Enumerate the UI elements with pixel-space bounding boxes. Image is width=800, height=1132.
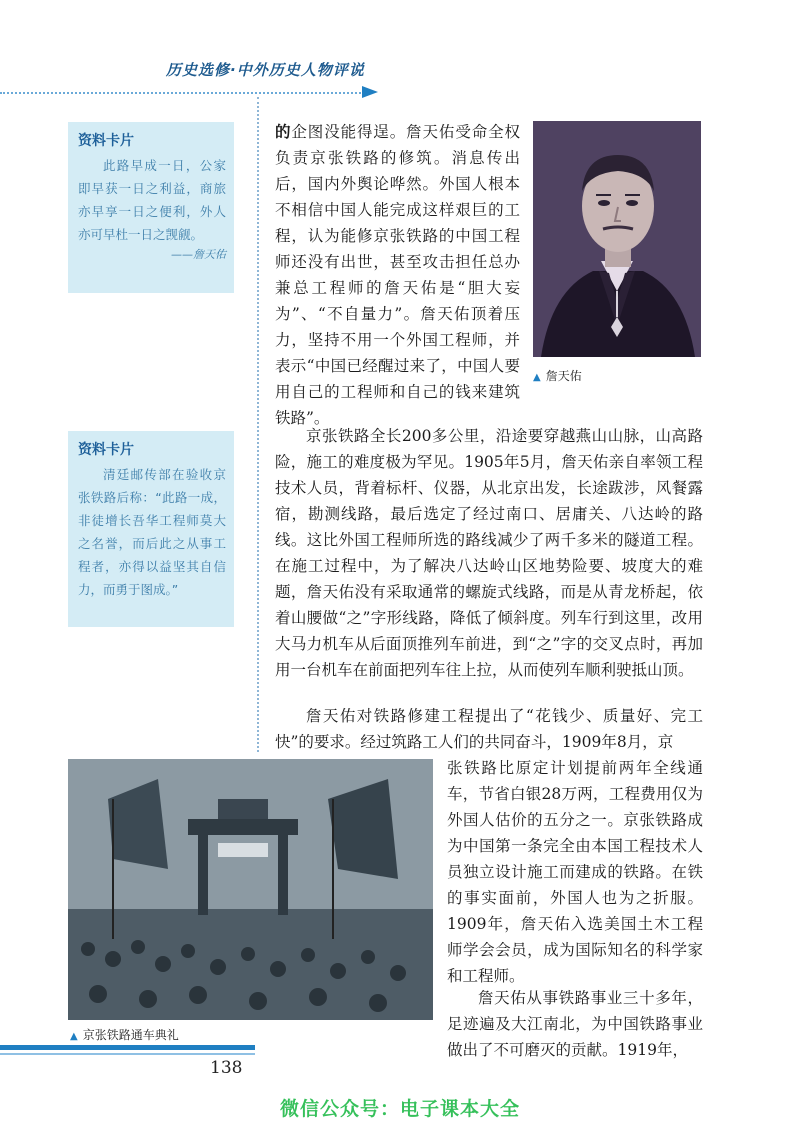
info-card-body: 此路早成一日，公家即早获一日之利益，商旅亦早享一日之便利，外人亦可早杜一日之觊觎。: [78, 158, 226, 242]
portrait-caption: [533, 367, 582, 384]
running-header: 历史选修·中外历史人物评说: [166, 61, 365, 79]
info-card-title: 资料卡片: [78, 442, 134, 458]
info-card-2: [68, 431, 234, 627]
paragraph-text: 企图没能得逞。詹天佑受命全权负责京张铁路的修筑。消息传出后，国内外舆论哗然。外国人根本不相信中国人能完成这样艰巨的工程，认为能修京张铁路的中国工程师还没有出世，甚至攻击担任总办兼总工程师的詹天佑是“胆大妄为”、“不自量力”。詹天佑顶着压力，坚持不用一个外国工程师，并表示“中国已经醒过来了，中国人要用自己的工程师和自己的钱来建筑铁路”。: [275, 123, 520, 427]
header-arrow-icon: [362, 86, 378, 98]
article-paragraph-4: 詹天佑从事铁路事业三十多年，足迹遍及大江南北，为中国铁路事业做出了不可磨灭的贡献。1919年，: [447, 989, 703, 1059]
footer-bar: [0, 1045, 255, 1050]
paragraph-lead-char: 的: [275, 122, 292, 141]
article-paragraph-1: [275, 119, 520, 431]
info-card-1: [68, 122, 234, 293]
portrait-photo: [533, 121, 701, 357]
caption-triangle-icon: ▲: [70, 1031, 78, 1042]
portrait-caption-text: 詹天佑: [545, 369, 582, 383]
info-card-signature: ——詹天佑: [171, 248, 226, 261]
caption-triangle-icon: ▲: [533, 372, 541, 383]
ceremony-photo: [68, 759, 433, 1020]
watermark-text: 微信公众号：电子课本大全: [279, 1098, 520, 1120]
info-card-body: 清廷邮传部在验收京张铁路后称：“此路一成，非徒增长吾华工程师莫大之名誉，而后此之从事工程者，亦得以益坚其自信力，而勇于图成。”: [78, 467, 226, 597]
article-paragraph-3: 詹天佑对铁路修建工程提出了“花钱少、质量好、完工快”的要求。经过筑路工人们的共同奋斗，1909年8月，京: [275, 707, 703, 751]
ceremony-caption-text: 京张铁路通车典礼: [82, 1028, 179, 1042]
header-divider: [0, 92, 372, 94]
ceremony-illustration: [68, 759, 433, 1020]
page-number: 138: [210, 1058, 243, 1078]
footer-bar-secondary: [0, 1053, 255, 1055]
info-card-title: 资料卡片: [78, 133, 134, 149]
article-paragraph-3-continued: 张铁路比原定计划提前两年全线通车，节省白银28万两，工程费用仅为外国人估价的五分之一。京张铁路成为中国第一条完全由本国工程技术人员独立设计施工而建成的铁路。在铁的事实面前，外国人也为之折服。1909年，詹天佑入选美国土木工程师学会会员，成为国际知名的科学家和工程师。: [447, 759, 703, 985]
portrait-illustration: [533, 121, 701, 357]
column-divider: [257, 97, 259, 752]
ceremony-caption: [70, 1026, 179, 1043]
article-paragraph-2: 京张铁路全长200多公里，沿途要穿越燕山山脉，山高路险，施工的难度极为罕见。1905年5月，詹天佑亲自率领工程技术人员，背着标杆、仪器，从北京出发，长途跋涉，风餐露宿，勘测线路，最后选定了经过南口、居庸关、八达岭的路线。这比外国工程师所选的路线减少了两千多米的隧道工程。在施工过程中，为了解决八达岭山区地势险要、坡度大的难题，詹天佑没有采取通常的螺旋式线路，而是从青龙桥起，依着山腰做“之”字形线路，降低了倾斜度。列车行到这里，改用大马力机车从后面顶推列车前进，到“之”字的交叉点时，再加用一台机车在前面把列车往上拉，从而使列车顺利驶抵山顶。: [275, 427, 703, 679]
